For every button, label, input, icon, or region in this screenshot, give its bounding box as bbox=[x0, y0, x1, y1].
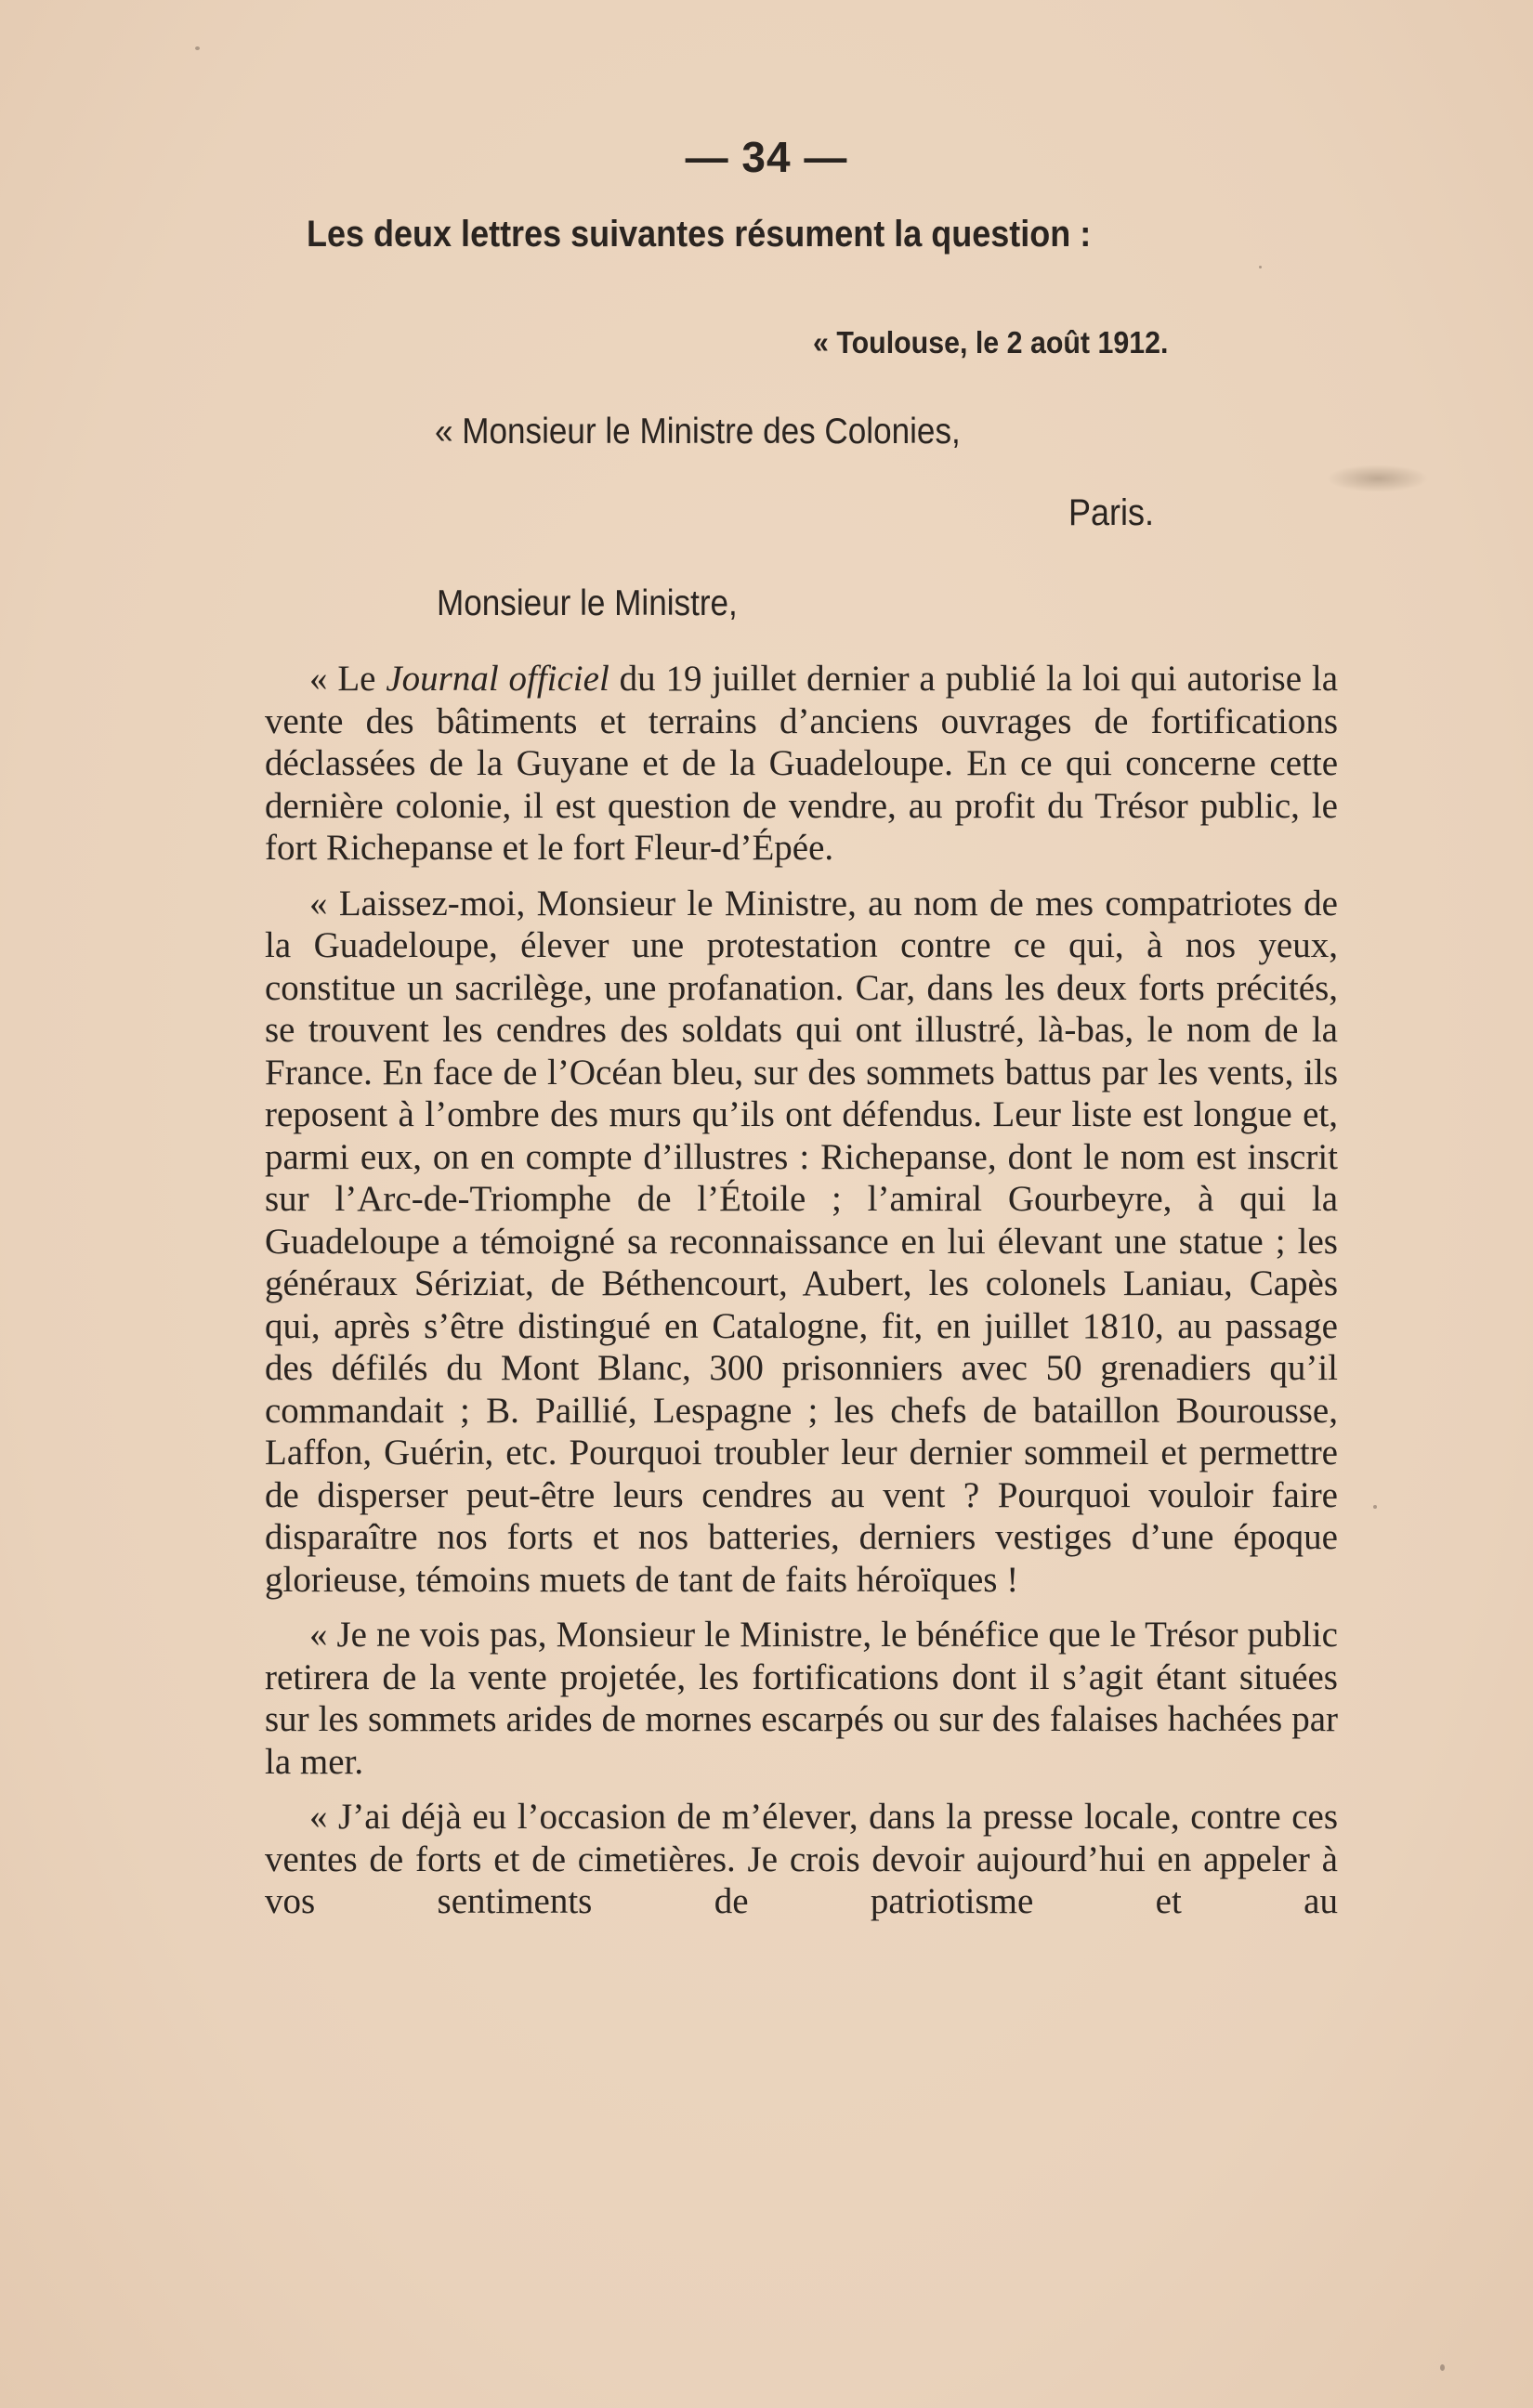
paper-speck bbox=[1259, 266, 1262, 268]
paragraph: « Je ne vois pas, Monsieur le Ministre, le bénéfice que le Trésor public retirera de la vente projetée, les fortifications dont il s’agit étant situées sur les sommets arides de mornes escarpés ou sur des falaises hachées par la mer. bbox=[265, 1615, 1338, 1782]
paragraph-text: « Le bbox=[309, 659, 387, 699]
paragraph bbox=[265, 658, 1338, 870]
journal-title: Journal officiel bbox=[386, 659, 609, 699]
page-number: — 34 — bbox=[685, 133, 848, 181]
letter-body bbox=[265, 658, 1338, 1936]
paper-speck bbox=[195, 46, 200, 50]
paragraph: « Laissez-moi, Monsieur le Ministre, au nom de mes compatriotes de la Guadeloupe, élever une protestation contre ce qui, à nos yeux, constitue un sacrilège, une profanation. Car, dans les deux forts précités, se trouvent les cendres des soldats qui ont illustré, là-bas, le nom de la France. En face de l’Océan bleu, sur des sommets battus par les vents, ils reposent à l’ombre des murs qu’ils ont défendus. Leur liste est longue et, parmi eux, on en compte d’illustres : Richepanse, dont le nom est inscrit sur l’Arc-de-Triomphe de l’Étoile ; l’amiral Gourbeyre, à qui la Guadeloupe a témoigné sa reconnaissance en lui élevant une statue ; les généraux Sériziat, de Béthencourt, Aubert, les colonels Laniau, Capès qui, après s’être distingué en Catalogne, fit, en juillet 1810, au passage des défilés du Mont Blanc, 300 prisonniers avec 50 grenadiers qu’il commandait ; B. Paillié, Lespagne ; les chefs de bataillon Bourousse, Laffon, Guérin, etc. Pourquoi troubler leur dernier sommeil et permettre de disperser peut-être leurs cendres au vent ? Pourquoi vouloir faire disparaître nos forts et nos batteries, derniers vestiges d’une époque glorieuse, témoins muets de tant de faits héroïques ! bbox=[265, 883, 1338, 1600]
letter-addressee: « Monsieur le Ministre des Colonies, bbox=[435, 412, 961, 452]
letter-city: Paris. bbox=[1068, 492, 1155, 533]
paragraph: « J’ai déjà eu l’occasion de m’élever, dans la presse locale, contre ces ventes de forts et de cimetières. Je crois devoir aujourd’hui en appeler à vos sentiments de patriotisme et au bbox=[265, 1797, 1338, 1921]
paper-speck bbox=[1373, 1505, 1377, 1509]
paragraph-text: du 19 juillet dernier a publié la loi qui autorise la vente des bâtiments et terrains d’anciens ouvrages de fortifications déclassées de la Guyane et de la Guadeloupe. En ce qui concerne cette dernière colonie, il est question de vendre, au profit du Trésor public, le fort Richepanse et le fort Fleur-d’Épée. bbox=[265, 659, 1339, 868]
letter-dateline: « Toulouse, le 2 août 1912. bbox=[813, 325, 1169, 360]
ink-smudge bbox=[1327, 465, 1429, 492]
intro-line: Les deux lettres suivantes résument la question : bbox=[307, 214, 1092, 255]
paper-speck bbox=[1440, 2364, 1445, 2371]
letter-salutation: Monsieur le Ministre, bbox=[437, 583, 738, 623]
